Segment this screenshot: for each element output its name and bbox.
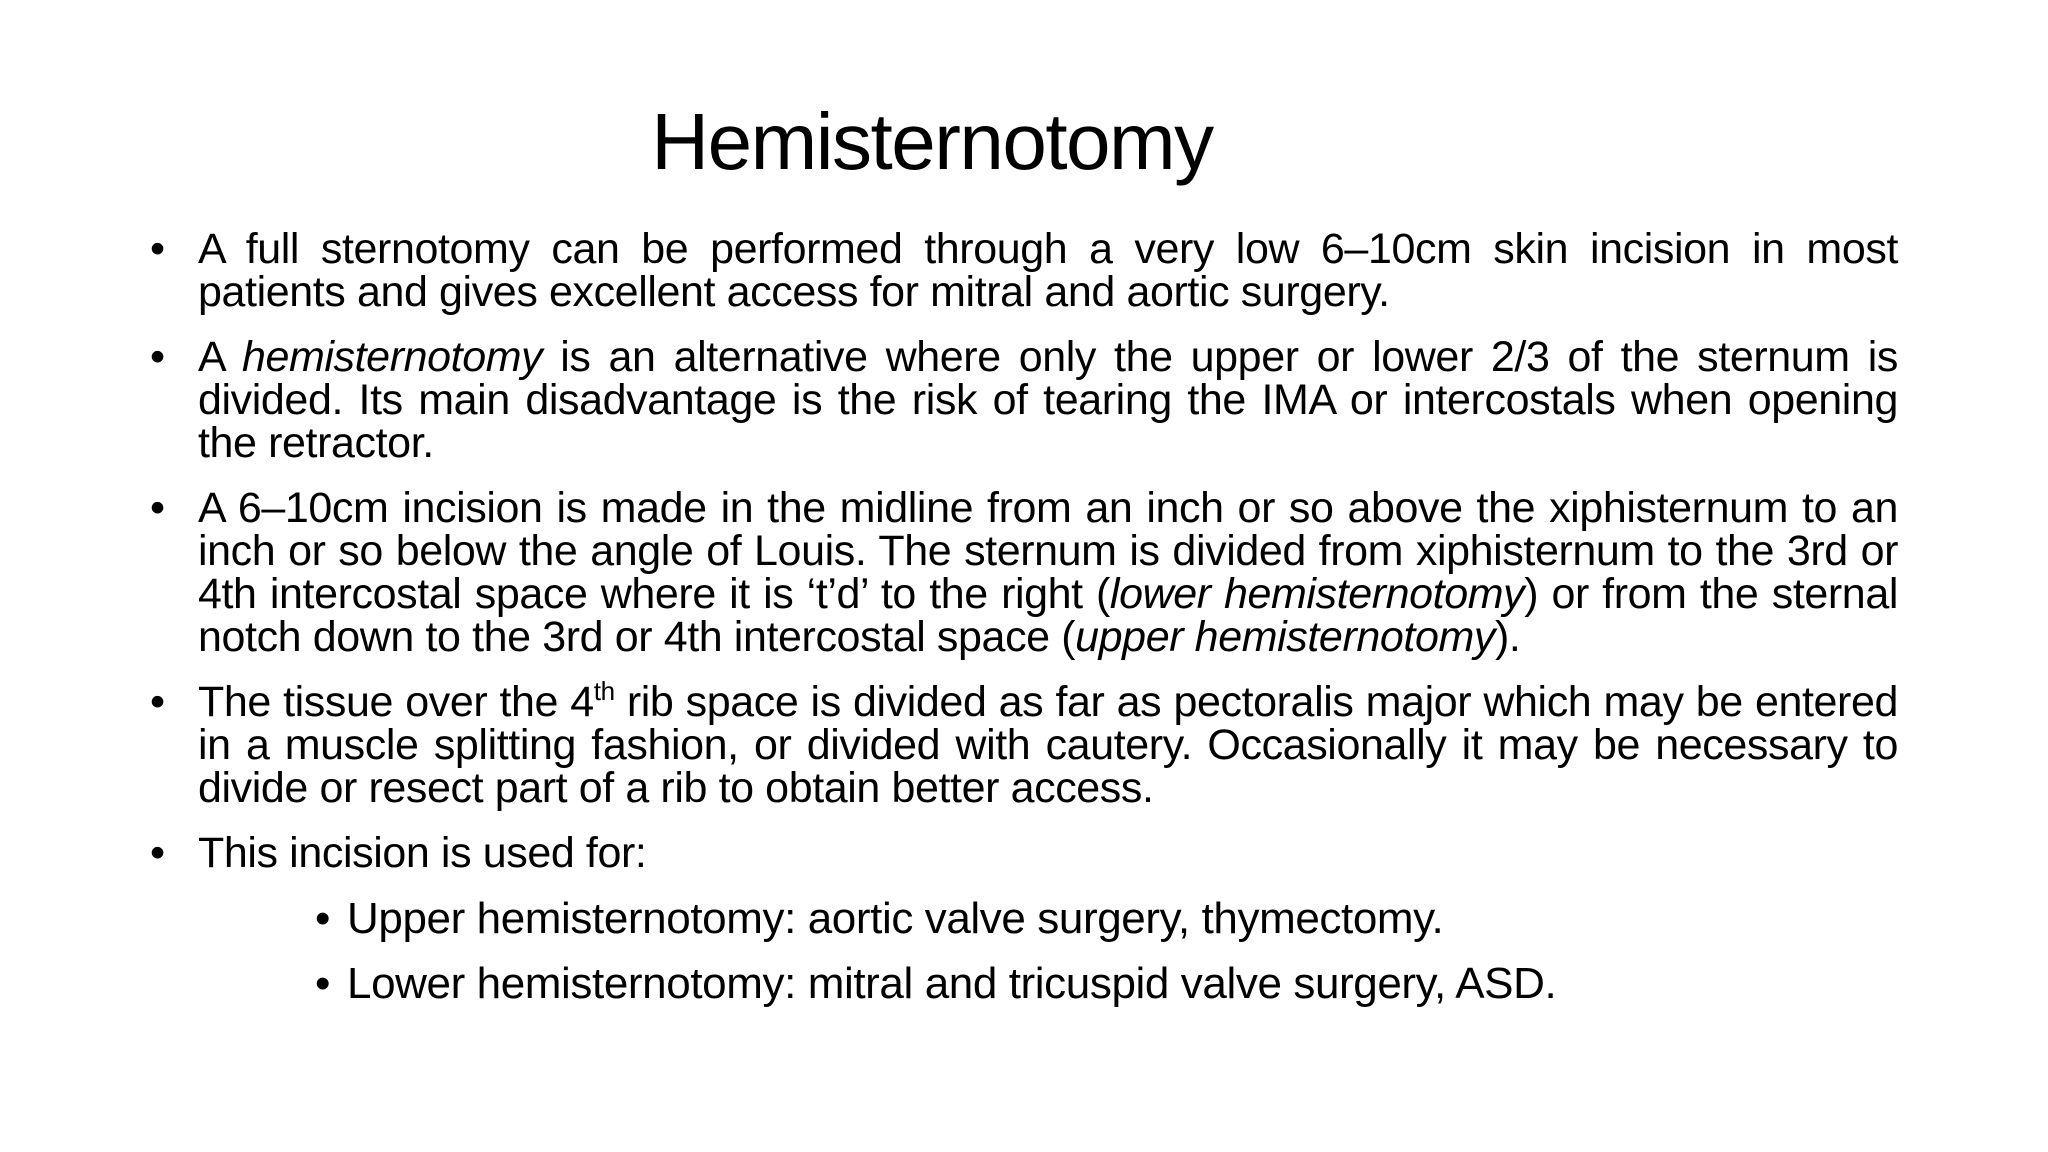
- bullet-text: The tissue over the 4th rib space is divided as far as pectoralis major which may be entered in a muscle splitting fashion, or divided with cautery. Occasionally it may be necessary to divide or resect part of a rib to obtain better access.: [198, 676, 1898, 812]
- sub-item-text: Lower hemisternotomy: mitral and tricuspid valve surgery, ASD.: [347, 959, 1557, 1008]
- bullet-dot: •: [315, 959, 331, 1008]
- sub-list: [150, 894, 1898, 1008]
- italic-term: hemisternotomy: [241, 333, 543, 381]
- bullet-dot: •: [150, 225, 165, 273]
- bullet-dot: •: [315, 894, 331, 943]
- sub-item-text: Upper hemisternotomy: aortic valve surgery, thymectomy.: [347, 894, 1444, 943]
- slide-title: Hemisternotomy: [651, 97, 1213, 186]
- bullet-item-full-sternotomy: [150, 225, 1898, 316]
- bullet-text: A 6–10cm incision is made in the midline from an inch or so above the xiphisternum to an inch or so below the angle of Louis. The sternum is divided from xiphisternum to the 3rd or 4th intercostal space where it is ‘t’d’ to the right (lower hemisternotomy) or from the sternal notch down to the 3rd or 4th intercostal space (upper hemisternotomy).: [198, 484, 1898, 661]
- italic-term: upper hemisternotomy: [1075, 613, 1495, 661]
- bullet-text: A hemisternotomy is an alternative where only the upper or lower 2/3 of the sternum is divided. Its main disadvantage is the risk of tearing the IMA or intercostals when opening the retractor.: [198, 333, 1898, 467]
- superscript: th: [593, 676, 615, 706]
- bullet-dot: •: [150, 678, 165, 726]
- bullet-item-incision-technique: [150, 484, 1898, 661]
- bullet-dot: •: [150, 829, 165, 877]
- slide-body: [150, 225, 1898, 1027]
- bullet-text: A full sternotomy can be performed through a very low 6–10cm skin incision in most patients and gives excellent access for mitral and aortic surgery.: [198, 225, 1898, 316]
- bullet-item-hemisternotomy-alternative: [150, 333, 1898, 467]
- italic-term: lower hemisternotomy: [1109, 570, 1525, 618]
- bullet-text: This incision is used for:: [198, 829, 647, 877]
- sub-item-lower-hemisternotomy: [315, 959, 1898, 1008]
- sub-item-upper-hemisternotomy: [315, 894, 1898, 943]
- bullet-item-uses: [150, 829, 1898, 877]
- bullet-dot: •: [150, 484, 165, 532]
- bullet-item-rib-space: [150, 676, 1898, 812]
- bullet-dot: •: [150, 333, 165, 381]
